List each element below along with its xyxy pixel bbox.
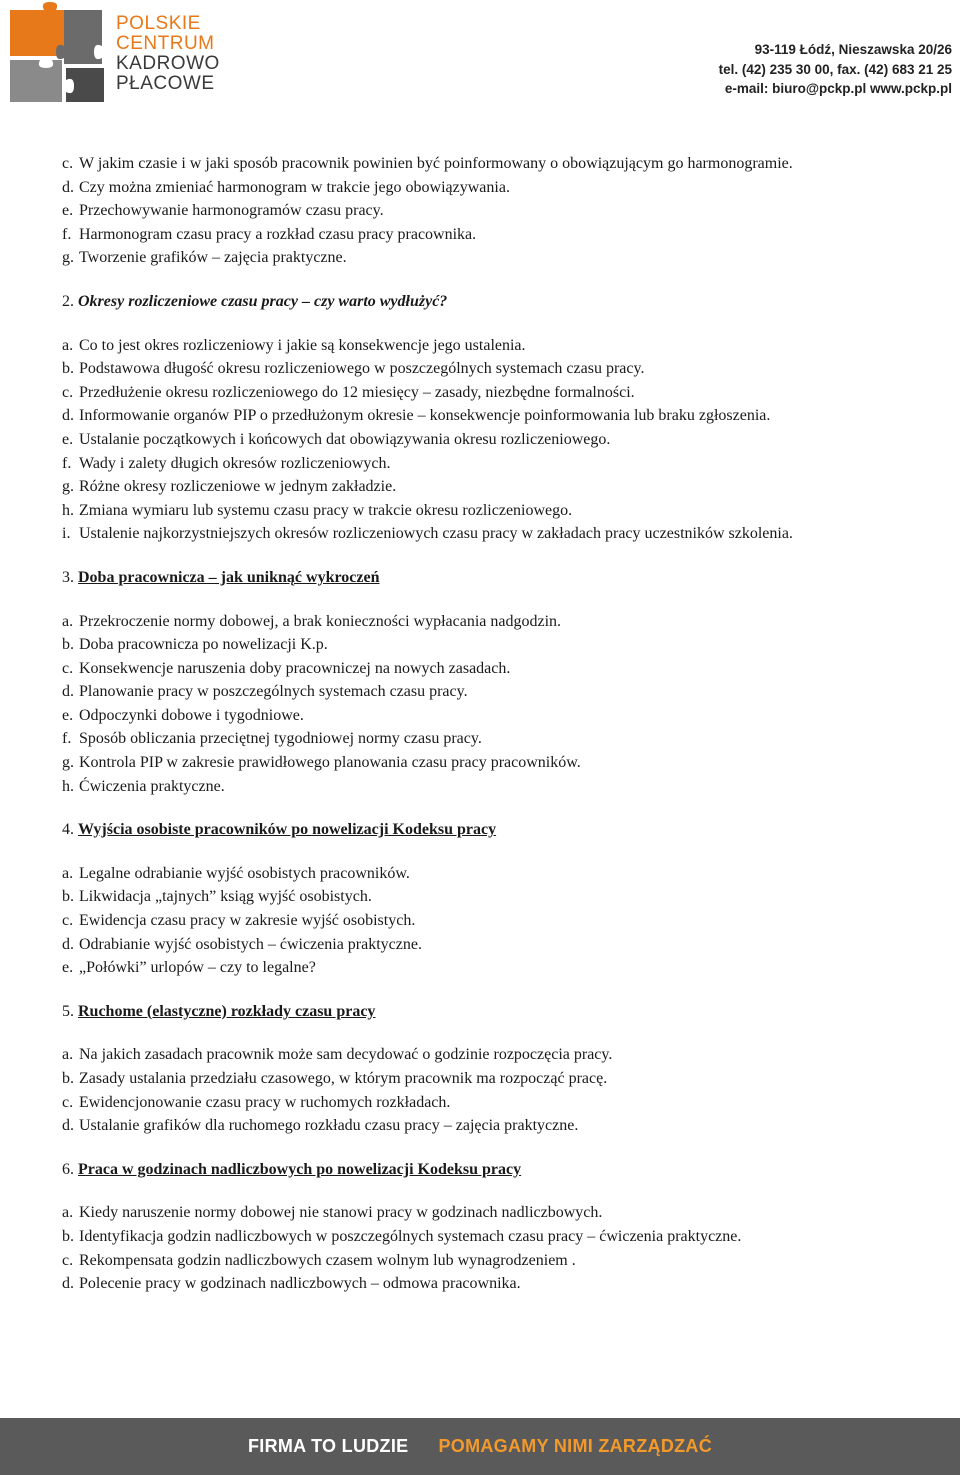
item-text: Konsekwencje naruszenia doby pracowniczej na nowych zasadach. bbox=[79, 659, 511, 677]
item-text: Identyfikacja godzin nadliczbowych w poszczególnych systemach czasu pracy – ćwiczenia praktyczne. bbox=[79, 1227, 742, 1245]
item-text: Informowanie organów PIP o przedłużonym okresie – konsekwencje poinformowania lub braku zgłoszenia. bbox=[79, 407, 771, 425]
item-text: Rekompensata godzin nadliczbowych czasem wolnym lub wynagrodzeniem . bbox=[79, 1251, 576, 1269]
list-item bbox=[62, 885, 922, 909]
item-text: Planowanie pracy w poszczególnych systemach czasu pracy. bbox=[79, 683, 468, 701]
list-item bbox=[62, 334, 922, 358]
list-item bbox=[62, 522, 922, 546]
item-text: Zmiana wymiaru lub systemu czasu pracy w trakcie okresu rozliczeniowego. bbox=[79, 501, 573, 519]
list-item bbox=[62, 199, 922, 223]
item-text: Podstawowa długość okresu rozliczeniowego w poszczególnych systemach czasu pracy. bbox=[79, 360, 645, 378]
list-item bbox=[62, 499, 922, 523]
list-item bbox=[62, 381, 922, 405]
item-text: Ustalanie grafików dla ruchomego rozkładu czasu pracy – zajęcia praktyczne. bbox=[79, 1117, 579, 1135]
item-text: Kontrola PIP w zakresie prawidłowego planowania czasu pracy pracowników. bbox=[79, 754, 581, 772]
document-body bbox=[62, 152, 922, 1296]
item-label: d. bbox=[62, 935, 74, 953]
section-title: Ruchome (elastyczne) rozkłady czasu pracy bbox=[78, 1002, 376, 1020]
item-label: c. bbox=[62, 659, 74, 677]
section-list bbox=[62, 862, 922, 980]
brand-line: POLSKIE bbox=[116, 13, 201, 34]
item-text: Odrabianie wyjść osobistych – ćwiczenia praktyczne. bbox=[79, 935, 422, 953]
item-text: Ewidencjonowanie czasu pracy w ruchomych rozkładach. bbox=[79, 1093, 451, 1111]
item-text: Tworzenie grafików – zajęcia praktyczne. bbox=[79, 249, 347, 267]
brand-line: PŁACOWE bbox=[116, 73, 215, 94]
page-header bbox=[0, 0, 960, 115]
list-item bbox=[62, 1249, 922, 1273]
item-label: c. bbox=[62, 155, 74, 172]
list-item bbox=[62, 775, 922, 799]
item-label: g. bbox=[62, 249, 74, 267]
section-list bbox=[62, 1201, 922, 1295]
item-text: „Połówki” urlopów – czy to legalne? bbox=[79, 959, 316, 977]
section-heading bbox=[62, 290, 922, 314]
item-text: Ustalenie najkorzystniejszych okresów rozliczeniowych czasu pracy w zakładach pracy uczestników szkolenia. bbox=[79, 525, 793, 543]
page-footer bbox=[0, 1418, 960, 1475]
item-text: Polecenie pracy w godzinach nadliczbowych – odmowa pracownika. bbox=[79, 1275, 521, 1293]
list-item bbox=[62, 610, 922, 634]
item-label: a. bbox=[62, 1204, 74, 1222]
section-number: 4. bbox=[62, 821, 74, 839]
item-text: Legalne odrabianie wyjść osobistych pracowników. bbox=[79, 864, 410, 882]
item-text: Likwidacja „tajnych” ksiąg wyjść osobistych. bbox=[79, 888, 372, 906]
item-text: Harmonogram czasu pracy a rozkład czasu pracy pracownika. bbox=[79, 225, 477, 243]
item-text: W jakim czasie i w jaki sposób pracownik powinien być poinformowany o obowiązującym go harmonogramie. bbox=[79, 155, 793, 172]
list-item bbox=[62, 633, 922, 657]
section-list bbox=[62, 334, 922, 546]
address-text: 93-119 Łódź, Nieszawska 20/26 bbox=[754, 42, 952, 57]
item-label: d. bbox=[62, 683, 74, 701]
section-number: 2. bbox=[62, 292, 74, 310]
list-item bbox=[62, 751, 922, 775]
item-label: d. bbox=[62, 407, 74, 425]
section-title: Doba pracownicza – jak uniknąć wykroczeń bbox=[78, 568, 380, 586]
contact-info bbox=[719, 40, 952, 99]
brand-name bbox=[116, 14, 220, 94]
item-label: g. bbox=[62, 478, 74, 496]
item-label: b. bbox=[62, 360, 74, 378]
section-title: Wyjścia osobiste pracowników po nowelizacji Kodeksu pracy bbox=[78, 821, 497, 839]
item-text: Ćwiczenia praktyczne. bbox=[79, 777, 225, 795]
list-item bbox=[62, 1114, 922, 1138]
item-text: Kiedy naruszenie normy dobowej nie stanowi pracy w godzinach nadliczbowych. bbox=[79, 1204, 603, 1222]
section-title: Praca w godzinach nadliczbowych po nowelizacji Kodeksu pracy bbox=[78, 1160, 522, 1178]
item-label: c. bbox=[62, 383, 74, 401]
list-item bbox=[62, 176, 922, 200]
item-label: a. bbox=[62, 864, 74, 882]
list-item bbox=[62, 657, 922, 681]
list-item bbox=[62, 933, 922, 957]
list-item bbox=[62, 152, 922, 176]
email-web-text: e-mail: biuro@pckp.pl www.pckp.pl bbox=[724, 81, 952, 96]
footer-slogan-left: FIRMA TO LUDZIE bbox=[247, 1436, 409, 1456]
intro-list bbox=[62, 152, 922, 270]
item-text: Zasady ustalania przedziału czasowego, w którym pracownik ma rozpocząć pracę. bbox=[79, 1070, 608, 1087]
item-label: d. bbox=[62, 1117, 74, 1135]
item-label: b. bbox=[62, 1070, 74, 1087]
item-text: Ewidencja czasu pracy w zakresie wyjść osobistych. bbox=[79, 912, 416, 930]
list-item bbox=[62, 1272, 922, 1296]
list-item bbox=[62, 727, 922, 751]
item-label: a. bbox=[62, 1046, 74, 1064]
section-list bbox=[62, 1043, 922, 1137]
list-item bbox=[62, 1067, 922, 1091]
item-label: c. bbox=[62, 1093, 74, 1111]
item-label: b. bbox=[62, 1227, 74, 1245]
item-label: e. bbox=[62, 706, 74, 724]
list-item bbox=[62, 956, 922, 980]
list-item bbox=[62, 909, 922, 933]
item-text: Sposób obliczania przeciętnej tygodniowej normy czasu pracy. bbox=[79, 730, 482, 748]
section-number: 6. bbox=[62, 1160, 74, 1178]
list-item bbox=[62, 475, 922, 499]
item-label: b. bbox=[62, 636, 74, 654]
brand-line: CENTRUM bbox=[116, 33, 215, 54]
item-label: e. bbox=[62, 959, 74, 977]
item-text: Na jakich zasadach pracownik może sam decydować o godzinie rozpoczęcia pracy. bbox=[79, 1046, 613, 1064]
list-item bbox=[62, 357, 922, 381]
item-label: h. bbox=[62, 501, 74, 519]
item-label: f. bbox=[62, 225, 72, 243]
item-label: b. bbox=[62, 888, 74, 906]
item-label: f. bbox=[62, 454, 72, 472]
section-title: Okresy rozliczeniowe czasu pracy – czy warto wydłużyć? bbox=[78, 292, 448, 310]
section-heading bbox=[62, 818, 922, 842]
section-heading bbox=[62, 1158, 922, 1182]
list-item bbox=[62, 1091, 922, 1115]
item-text: Odpoczynki dobowe i tygodniowe. bbox=[79, 706, 304, 724]
list-item bbox=[62, 1043, 922, 1067]
brand-line: KADROWO bbox=[116, 53, 220, 74]
item-text: Przedłużenie okresu rozliczeniowego do 12 miesięcy – zasady, niezbędne formalności. bbox=[79, 383, 635, 401]
item-label: i. bbox=[62, 525, 71, 543]
item-label: d. bbox=[62, 178, 74, 196]
section-list bbox=[62, 610, 922, 799]
phone-text: tel. (42) 235 30 00, fax. (42) 683 21 25 bbox=[718, 61, 952, 77]
item-text: Doba pracownicza po nowelizacji K.p. bbox=[79, 636, 328, 654]
list-item bbox=[62, 428, 922, 452]
item-label: e. bbox=[62, 430, 74, 448]
list-item bbox=[62, 1225, 922, 1249]
list-item bbox=[62, 223, 922, 247]
item-text: Przechowywanie harmonogramów czasu pracy. bbox=[79, 202, 384, 220]
item-label: h. bbox=[62, 777, 74, 795]
list-item bbox=[62, 404, 922, 428]
list-item bbox=[62, 452, 922, 476]
item-label: g. bbox=[62, 754, 74, 772]
puzzle-logo-icon bbox=[4, 2, 112, 110]
item-text: Ustalanie początkowych i końcowych dat obowiązywania okresu rozliczeniowego. bbox=[79, 430, 611, 448]
item-label: f. bbox=[62, 730, 72, 748]
item-text: Przekroczenie normy dobowej, a brak konieczności wypłacania nadgodzin. bbox=[79, 612, 562, 630]
item-text: Co to jest okres rozliczeniowy i jakie są konsekwencje jego ustalenia. bbox=[79, 336, 526, 354]
list-item bbox=[62, 680, 922, 704]
section-number: 3. bbox=[62, 568, 74, 586]
list-item bbox=[62, 1201, 922, 1225]
item-label: a. bbox=[62, 336, 74, 354]
item-label: d. bbox=[62, 1275, 74, 1293]
item-label: c. bbox=[62, 1251, 74, 1269]
footer-slogan-right: POMAGAMY NIMI ZARZĄDZAĆ bbox=[438, 1436, 713, 1456]
item-text: Różne okresy rozliczeniowe w jednym zakładzie. bbox=[79, 478, 397, 496]
item-label: a. bbox=[62, 612, 74, 630]
section-number: 5. bbox=[62, 1002, 74, 1020]
list-item bbox=[62, 862, 922, 886]
section-heading bbox=[62, 566, 922, 590]
section-heading bbox=[62, 1000, 922, 1024]
list-item bbox=[62, 704, 922, 728]
footer-slogan bbox=[0, 1436, 960, 1457]
item-label: e. bbox=[62, 202, 74, 220]
list-item bbox=[62, 246, 922, 270]
item-text: Wady i zalety długich okresów rozliczeniowych. bbox=[79, 454, 391, 472]
item-label: c. bbox=[62, 912, 74, 930]
item-text: Czy można zmieniać harmonogram w trakcie jego obowiązywania. bbox=[79, 178, 510, 196]
